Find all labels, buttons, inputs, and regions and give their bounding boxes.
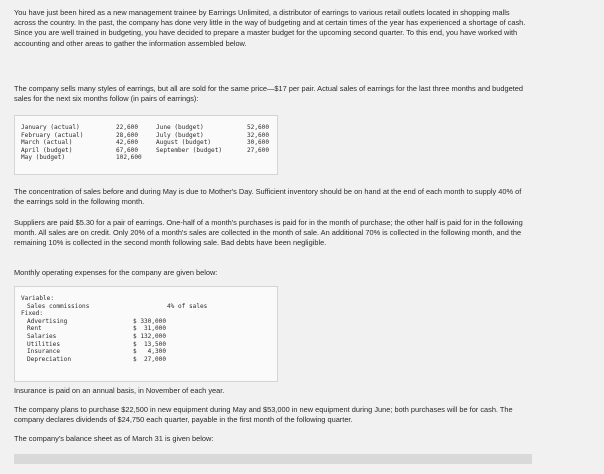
- sales-table: [14, 115, 278, 175]
- sales-value-february: 28,600: [116, 131, 139, 139]
- expense-value-insurance: $ 4,300: [133, 348, 167, 356]
- sales-row-july: July (budget): [156, 131, 204, 139]
- sales-row-may: May (budget): [21, 154, 66, 162]
- plans-paragraph: The company plans to purchase $22,500 in new equipment during May and $53,000 in new equipment during June; both purchases will be for cash. The company declares dividends of $24,750 each quarter, payable in the first month of the following quarter.: [14, 405, 513, 425]
- sales-row-june: June (budget): [156, 124, 204, 131]
- sales-intro-paragraph: The company sells many styles of earrings, but all are sold for the same price—$17 per pair. Actual sales of earrings for the last three months and budgeted sales for the next six months follow (in pairs of earrings):: [14, 84, 523, 104]
- concentration-paragraph: The concentration of sales before and during May is due to Mother's Day. Sufficient inventory should be on hand at the end of each month to supply 40% of the earrings sold in the following month.: [14, 187, 522, 207]
- expense-label-insurance: Insurance: [27, 348, 61, 356]
- sales-value-april: 67,600: [116, 146, 139, 154]
- sales-row-march: March (actual): [21, 139, 73, 147]
- sales-value-june: 52,600: [247, 124, 270, 131]
- expense-label-salaries: Salaries: [27, 333, 57, 340]
- insurance-paragraph: Insurance is paid on an annual basis, in November of each year.: [14, 386, 225, 395]
- sales-value-march: 42,600: [116, 139, 139, 147]
- expense-value-depreciation: $ 27,000: [133, 355, 167, 363]
- sales-value-may: 102,600: [116, 154, 142, 162]
- expenses-fixed-label: Fixed:: [21, 310, 44, 318]
- expenses-commissions-label: Sales commissions: [27, 302, 90, 310]
- monthly-expenses-intro: Monthly operating expenses for the company are given below:: [14, 268, 218, 277]
- expenses-table: [14, 286, 278, 382]
- sales-row-september: September (budget): [156, 146, 223, 154]
- expense-label-rent: Rent: [27, 325, 42, 333]
- sales-row-february: February (actual): [21, 131, 84, 139]
- sales-value-september: 27,600: [247, 146, 270, 154]
- sales-row-august: August (budget): [156, 139, 212, 147]
- sales-row-april: April (budget): [21, 146, 73, 154]
- expense-value-advertising: $ 330,000: [133, 317, 167, 325]
- expense-value-salaries: $ 132,000: [133, 333, 167, 340]
- sales-row-january: January (actual): [21, 124, 80, 131]
- expense-label-depreciation: Depreciation: [27, 355, 72, 363]
- sales-value-july: 32,600: [247, 131, 270, 139]
- expenses-commissions-value: 4% of sales: [167, 302, 208, 310]
- intro-paragraph: You have just been hired as a new management trainee by Earrings Unlimited, a distributor of earrings to various retail outlets located in shopping malls across the country. In the past, the company has done very little in the way of budgeting and at certain times of the year has experienced a shortage of cash. Since you are well trained in budgeting, you have decided to prepare a master budget for the upcoming second quarter. To this end, you have worked with accounting and other areas to gather the information assembled below.: [14, 8, 526, 48]
- balance-sheet-intro: The company's balance sheet as of March 31 is given below:: [14, 434, 214, 443]
- expense-label-advertising: Advertising: [27, 317, 68, 325]
- sales-value-august: 30,600: [247, 139, 270, 147]
- expense-value-rent: $ 31,000: [133, 325, 167, 333]
- suppliers-paragraph: Suppliers are paid $5.30 for a pair of earrings. One-half of a month's purchases is paid for in the month of purchase; the other half is paid for in the following month. All sales are on credit. Only 20% of a month's sales are collected in the month of sale. An additional 70% is collected in the following month, and the remaining 10% is collected in the second month following sale. Bad debts have been negligible.: [14, 218, 523, 248]
- expenses-variable-label: Variable:: [21, 295, 55, 302]
- expense-value-utilities: $ 13,500: [133, 340, 167, 348]
- sales-value-january: 22,600: [116, 124, 139, 131]
- expense-label-utilities: Utilities: [27, 340, 61, 348]
- cropped-balance-sheet-strip: [14, 454, 532, 464]
